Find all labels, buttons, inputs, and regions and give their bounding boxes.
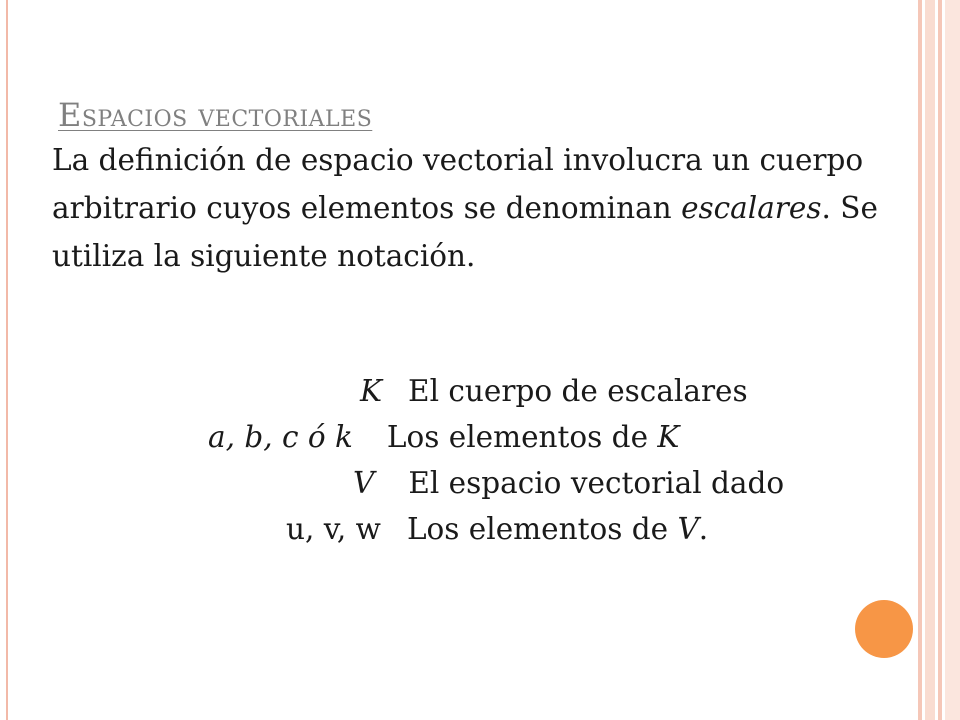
- right-border-stripe: [925, 0, 935, 720]
- right-border-stripe: [938, 0, 942, 720]
- right-border-stripe: [945, 0, 960, 720]
- notation-description: Los elementos de: [386, 420, 658, 454]
- notation-symbol: a, b, c ó k: [208, 420, 353, 454]
- intro-emphasis: escalares: [681, 191, 822, 225]
- intro-text-end: . Se utiliza la siguiente notación.: [52, 191, 878, 273]
- notation-symbol: K: [360, 374, 383, 408]
- right-border-stripe: [918, 0, 922, 720]
- notation-row: [208, 414, 679, 460]
- notation-description-symbol: V: [677, 512, 699, 546]
- notation-symbol: V: [353, 466, 375, 500]
- slide-title: Espacios vectoriales: [58, 96, 373, 134]
- notation-description: El cuerpo de escalares: [408, 374, 748, 408]
- notation-row: [286, 506, 708, 552]
- notation-description: Los elementos de: [406, 512, 678, 546]
- notation-description: El espacio vectorial dado: [408, 466, 785, 500]
- left-border-line: [6, 0, 8, 720]
- notation-row: [360, 368, 748, 414]
- notation-symbol: u, v, w: [286, 512, 381, 546]
- notation-description-end: .: [698, 512, 709, 546]
- notation-description-symbol: K: [657, 420, 680, 454]
- notation-row: [353, 460, 784, 506]
- intro-paragraph: [52, 136, 914, 280]
- accent-circle: [855, 600, 913, 658]
- intro-text-start: La definición de espacio vectorial involucra un cuerpo arbitrario cuyos elementos se denominan: [52, 143, 864, 225]
